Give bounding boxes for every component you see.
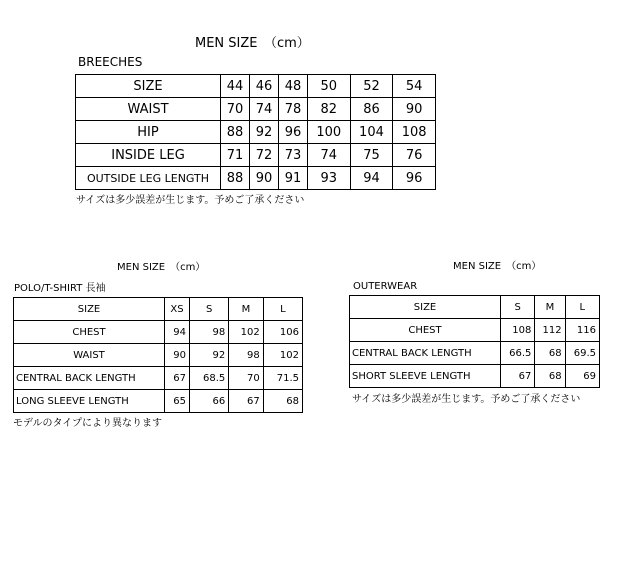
value-cell: 66 xyxy=(190,390,229,413)
value-cell: 94 xyxy=(350,167,393,190)
value-cell: 108 xyxy=(501,319,535,342)
size-cell: 44 xyxy=(221,75,250,98)
value-cell: 70 xyxy=(221,98,250,121)
value-cell: 67 xyxy=(229,390,264,413)
page-title: MEN SIZE （cm） xyxy=(195,36,310,51)
table-row xyxy=(14,390,303,413)
value-cell: 90 xyxy=(165,344,190,367)
row-label: WAIST xyxy=(76,98,221,121)
value-cell: 74 xyxy=(249,98,278,121)
polo-size-table xyxy=(13,297,303,413)
value-cell: 88 xyxy=(221,167,250,190)
table-row xyxy=(14,298,303,321)
value-cell: 72 xyxy=(249,144,278,167)
table-row xyxy=(350,365,600,388)
size-cell: 48 xyxy=(278,75,307,98)
value-cell: 92 xyxy=(249,121,278,144)
value-cell: 68 xyxy=(263,390,302,413)
value-cell: 71 xyxy=(221,144,250,167)
value-cell: 96 xyxy=(278,121,307,144)
row-label: WAIST xyxy=(14,344,165,367)
size-cell: L xyxy=(263,298,302,321)
value-cell: 98 xyxy=(190,321,229,344)
size-cell: S xyxy=(501,296,535,319)
value-cell: 69.5 xyxy=(565,342,599,365)
value-cell: 90 xyxy=(393,98,436,121)
row-label: LONG SLEEVE LENGTH xyxy=(14,390,165,413)
value-cell: 76 xyxy=(393,144,436,167)
table-row xyxy=(76,121,436,144)
outer-section-title: MEN SIZE （cm） xyxy=(453,261,542,272)
outer-title: OUTERWEAR xyxy=(353,281,418,292)
value-cell: 90 xyxy=(249,167,278,190)
table-row xyxy=(14,344,303,367)
value-cell: 88 xyxy=(221,121,250,144)
value-cell: 92 xyxy=(190,344,229,367)
value-cell: 94 xyxy=(165,321,190,344)
value-cell: 98 xyxy=(229,344,264,367)
row-label: SHORT SLEEVE LENGTH xyxy=(350,365,501,388)
value-cell: 73 xyxy=(278,144,307,167)
value-cell: 86 xyxy=(350,98,393,121)
size-cell: L xyxy=(565,296,599,319)
value-cell: 102 xyxy=(263,344,302,367)
size-cell: 50 xyxy=(307,75,350,98)
value-cell: 82 xyxy=(307,98,350,121)
value-cell: 67 xyxy=(501,365,535,388)
row-label: CHEST xyxy=(350,319,501,342)
value-cell: 112 xyxy=(535,319,565,342)
table-row xyxy=(350,296,600,319)
value-cell: 102 xyxy=(229,321,264,344)
value-cell: 116 xyxy=(565,319,599,342)
value-cell: 78 xyxy=(278,98,307,121)
size-cell: S xyxy=(190,298,229,321)
table-row xyxy=(350,342,600,365)
value-cell: 91 xyxy=(278,167,307,190)
value-cell: 68 xyxy=(535,365,565,388)
table-row xyxy=(14,321,303,344)
value-cell: 67 xyxy=(165,367,190,390)
breeches-title: BREECHES xyxy=(78,55,143,69)
polo-section-title: MEN SIZE （cm） xyxy=(117,262,206,273)
table-row xyxy=(76,75,436,98)
row-label: OUTSIDE LEG LENGTH xyxy=(76,167,221,190)
breeches-note: サイズは多少誤差が生じます。予めご了承ください xyxy=(76,195,305,206)
value-cell: 69 xyxy=(565,365,599,388)
value-cell: 68.5 xyxy=(190,367,229,390)
value-cell: 65 xyxy=(165,390,190,413)
size-cell: 46 xyxy=(249,75,278,98)
value-cell: 96 xyxy=(393,167,436,190)
value-cell: 108 xyxy=(393,121,436,144)
size-cell: M xyxy=(229,298,264,321)
value-cell: 106 xyxy=(263,321,302,344)
table-row xyxy=(76,98,436,121)
value-cell: 71.5 xyxy=(263,367,302,390)
table-row xyxy=(76,167,436,190)
polo-note: モデルのタイプにより異なります xyxy=(13,418,162,429)
table-row xyxy=(76,144,436,167)
row-label: SIZE xyxy=(350,296,501,319)
value-cell: 100 xyxy=(307,121,350,144)
row-label: CENTRAL BACK LENGTH xyxy=(14,367,165,390)
breeches-size-table xyxy=(75,74,436,190)
size-cell: M xyxy=(535,296,565,319)
size-cell: 54 xyxy=(393,75,436,98)
row-label: HIP xyxy=(76,121,221,144)
table-row xyxy=(350,319,600,342)
size-cell: 52 xyxy=(350,75,393,98)
polo-title: POLO/T-SHIRT 長袖 xyxy=(14,283,106,294)
value-cell: 66.5 xyxy=(501,342,535,365)
value-cell: 75 xyxy=(350,144,393,167)
outerwear-size-table xyxy=(349,295,600,388)
row-label: INSIDE LEG xyxy=(76,144,221,167)
value-cell: 68 xyxy=(535,342,565,365)
value-cell: 104 xyxy=(350,121,393,144)
value-cell: 74 xyxy=(307,144,350,167)
value-cell: 70 xyxy=(229,367,264,390)
row-label: CENTRAL BACK LENGTH xyxy=(350,342,501,365)
row-label: SIZE xyxy=(14,298,165,321)
size-cell: XS xyxy=(165,298,190,321)
table-row xyxy=(14,367,303,390)
row-label: SIZE xyxy=(76,75,221,98)
row-label: CHEST xyxy=(14,321,165,344)
outer-note: サイズは多少誤差が生じます。予めご了承ください xyxy=(352,394,581,405)
value-cell: 93 xyxy=(307,167,350,190)
